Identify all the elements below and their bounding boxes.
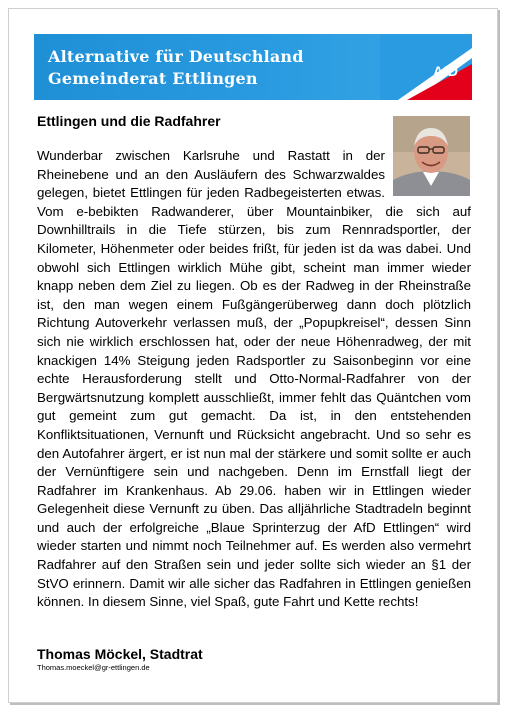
article-title: Ettlingen und die Radfahrer	[37, 113, 221, 129]
afd-arrow-logo-icon	[380, 34, 472, 100]
afd-logo	[380, 34, 472, 100]
article-body	[37, 147, 471, 612]
header-banner	[34, 34, 472, 100]
author-email: Thomas.moeckel@gr-ettlingen.de	[37, 663, 150, 672]
afd-logo-text: AfD	[433, 63, 458, 79]
portrait-spacer	[393, 147, 471, 197]
author-signature: Thomas Möckel, Stadtrat	[37, 646, 203, 662]
banner-council-name: Gemeinderat Ettlingen	[48, 69, 258, 88]
banner-party-name: Alternative für Deutschland	[48, 47, 304, 66]
article-body-text: Wunderbar zwischen Karlsruhe und Rastatt in der Rheinebene und an den Ausläufern des Schwarzwaldes gelegen, bietet Ettlingen für jeden Radbegeisterten etwas. Vom e-bebikten Radwanderer, über Mountainbiker, die sich auf Downhilltrails in die Tiefe stürzen, bis zum Rennradsportler, der Kilometer, Höhenmeter oder beides frißt, für jeden ist da was dabei. Und obwohl sich Ettlingen wirklich Mühe gibt, scheint man immer wieder knapp neben dem Ziel zu liegen. Ob es der Radweg in der Rheinstraße ist, den man wegen einem Fußgängerüberweg dann doch plötzlich Richtung Autoverkehr verlassen muß, der „Popupkreisel“, dessen Sinn sich nie wirklich erschlossen hat, oder der neue Höhenradweg, der mit knackigen 14% Steigung jeden Radsportler zu Saisonbeginn vor eine echte Herausforderung stellt und Otto-Normal-Radfahrer von der Bergwärtsnutzung komplett ausschließt, immer fehlt das Quäntchen vom gut gemeint zum gut gemacht. Da ist, in den entstehenden Konfliktsituationen, Vernunft und Rücksicht angebracht. Und so sehr es den Autofahrer ärgert, er ist nun mal der stärkere und somit sollte er auch der Vernünftigere sein und nachgeben. Denn im Ernstfall liegt der Radfahrer im Krankenhaus. Ab 29.06. haben wir in Ettlingen wieder Gelegenheit diese Vernunft zu üben. Das alljährliche Stadtradeln beginnt und auch der erfolgreiche „Blaue Sprinterzug der AfD Ettlingen“ wird wieder starten und nimmt noch Teilnehmer auf. Es werden also vermehrt Radfahrer auf den Straßen sein und jeder sollte sich wieder an §1 der StVO erinnern. Damit wir alle sicher das Radfahren in Ettlingen genießen können. In diesem Sinne, viel Spaß, gute Fahrt und Kette rechts!	[37, 148, 471, 610]
